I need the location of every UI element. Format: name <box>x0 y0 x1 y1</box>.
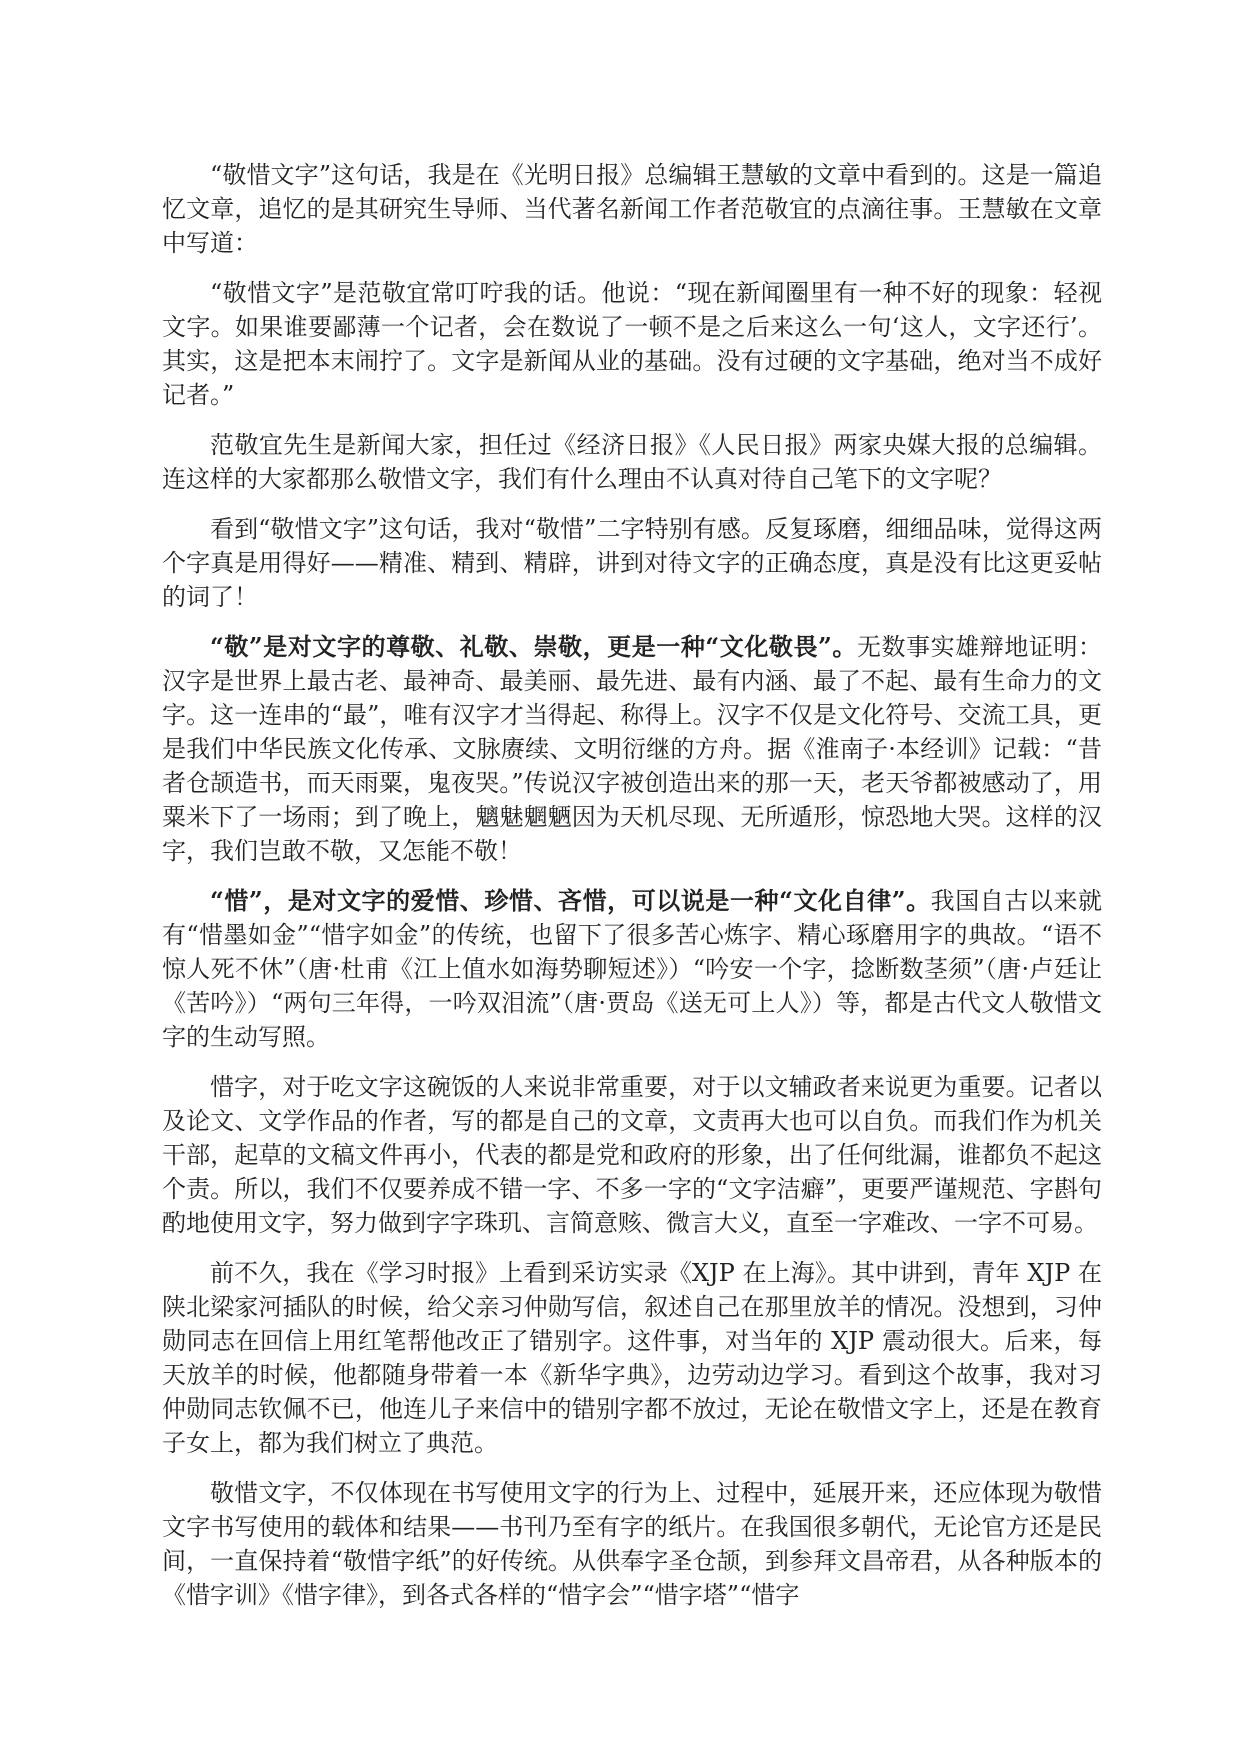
paragraph-lead-bold: “敬”是对文字的尊敬、礼敬、崇敬，更是一种“文化敬畏”。 <box>210 632 857 661</box>
paragraph-lead-bold: “惜”，是对文字的爱惜、珍惜、吝惜，可以说是一种“文化自律”。 <box>210 886 931 915</box>
paragraph-2 <box>162 276 1102 412</box>
paragraph-text: 无数事实雄辩地证明：汉字是世界上最古老、最神奇、最美丽、最先进、最有内涵、最了不起、最有生命力的文字。这一连串的“最”，唯有汉字才当得起、称得上。汉字不仅是文化符号、交流工具，更是我们中华民族文化传承、文脉赓续、文明衍继的方舟。据《淮南子·本经训》记载：“昔者仓颉造书，而天雨粟，鬼夜哭。”传说汉字被创造出来的那一天，老天爷都被感动了，用粟米下了一场雨；到了晚上，魑魅魍魉因为天机尽现、无所遁形，惊恐地大哭。这样的汉字，我们岂敢不敬，又怎能不敬！ <box>162 633 1103 865</box>
paragraph-text: 看到“敬惜文字”这句话，我对“敬惜”二字特别有感。反复琢磨，细细品味，觉得这两个字真是用得好——精准、精到、精辟，讲到对待文字的正确态度，真是没有比这更妥帖的词了！ <box>162 515 1102 611</box>
paragraph-1 <box>162 158 1102 260</box>
paragraph-7 <box>162 1070 1102 1240</box>
document-page <box>162 158 1102 1628</box>
paragraph-text: “敬惜文字”这句话，我是在《光明日报》总编辑王慧敏的文章中看到的。这是一篇追忆文章，追忆的是其研究生导师、当代著名新闻工作者范敬宜的点滴往事。王慧敏在文章中写道： <box>162 161 1102 257</box>
paragraph-3 <box>162 428 1102 496</box>
paragraph-text: “敬惜文字”是范敬宜常叮咛我的话。他说：“现在新闻圈里有一种不好的现象：轻视文字。如果谁要鄙薄一个记者，会在数说了一顿不是之后来这么一句‘这人，文字还行’。其实，这是把本末闹拧了。文字是新闻从业的基础。没有过硬的文字基础，绝对当不成好记者。” <box>162 279 1102 409</box>
paragraph-9 <box>162 1476 1102 1612</box>
paragraph-6 <box>162 884 1102 1054</box>
paragraph-text: 前不久，我在《学习时报》上看到采访实录《XJP 在上海》。其中讲到，青年 XJP 在陕北梁家河插队的时候，给父亲习仲勋写信，叙述自己在那里放羊的情况。没想到，习仲勋同志在回信上用红笔帮他改正了错别字。这件事，对当年的 XJP 震动很大。后来，每天放羊的时候，他都随身带着一本《新华字典》，边劳动边学习。看到这个故事，我对习仲勋同志钦佩不已，他连儿子来信中的错别字都不放过，无论在敬惜文字上，还是在教育子女上，都为我们树立了典范。 <box>162 1259 1102 1457</box>
paragraph-4 <box>162 512 1102 614</box>
paragraph-5 <box>162 630 1102 868</box>
paragraph-text: 我国自古以来就有“惜墨如金”“惜字如金”的传统，也留下了很多苦心炼字、精心琢磨用字的典故。“语不惊人死不休”（唐·杜甫《江上值水如海势聊短述》）“吟安一个字，捻断数茎须”（唐·卢廷让《苦吟》）“两句三年得，一吟双泪流”（唐·贾岛《送无可上人》）等，都是古代文人敬惜文字的生动写照。 <box>162 887 1103 1051</box>
paragraph-text: 惜字，对于吃文字这碗饭的人来说非常重要，对于以文辅政者来说更为重要。记者以及论文、文学作品的作者，写的都是自己的文章，文责再大也可以自负。而我们作为机关干部，起草的文稿文件再小，代表的都是党和政府的形象，出了任何纰漏，谁都负不起这个责。所以，我们不仅要养成不错一字、不多一字的“文字洁癖”，更要严谨规范、字斟句酌地使用文字，努力做到字字珠玑、言简意赅、微言大义，直至一字难改、一字不可易。 <box>162 1073 1102 1237</box>
paragraph-8 <box>162 1256 1102 1460</box>
paragraph-text: 范敬宜先生是新闻大家，担任过《经济日报》《人民日报》两家央媒大报的总编辑。连这样的大家都那么敬惜文字，我们有什么理由不认真对待自己笔下的文字呢？ <box>162 431 1102 493</box>
paragraph-text: 敬惜文字，不仅体现在书写使用文字的行为上、过程中，延展开来，还应体现为敬惜文字书写使用的载体和结果——书刊乃至有字的纸片。在我国很多朝代，无论官方还是民间，一直保持着“敬惜字纸”的好传统。从供奉字圣仓颉，到参拜文昌帝君，从各种版本的《惜字训》《惜字律》，到各式各样的“惜字会”“惜字塔”“惜字 <box>162 1479 1102 1609</box>
